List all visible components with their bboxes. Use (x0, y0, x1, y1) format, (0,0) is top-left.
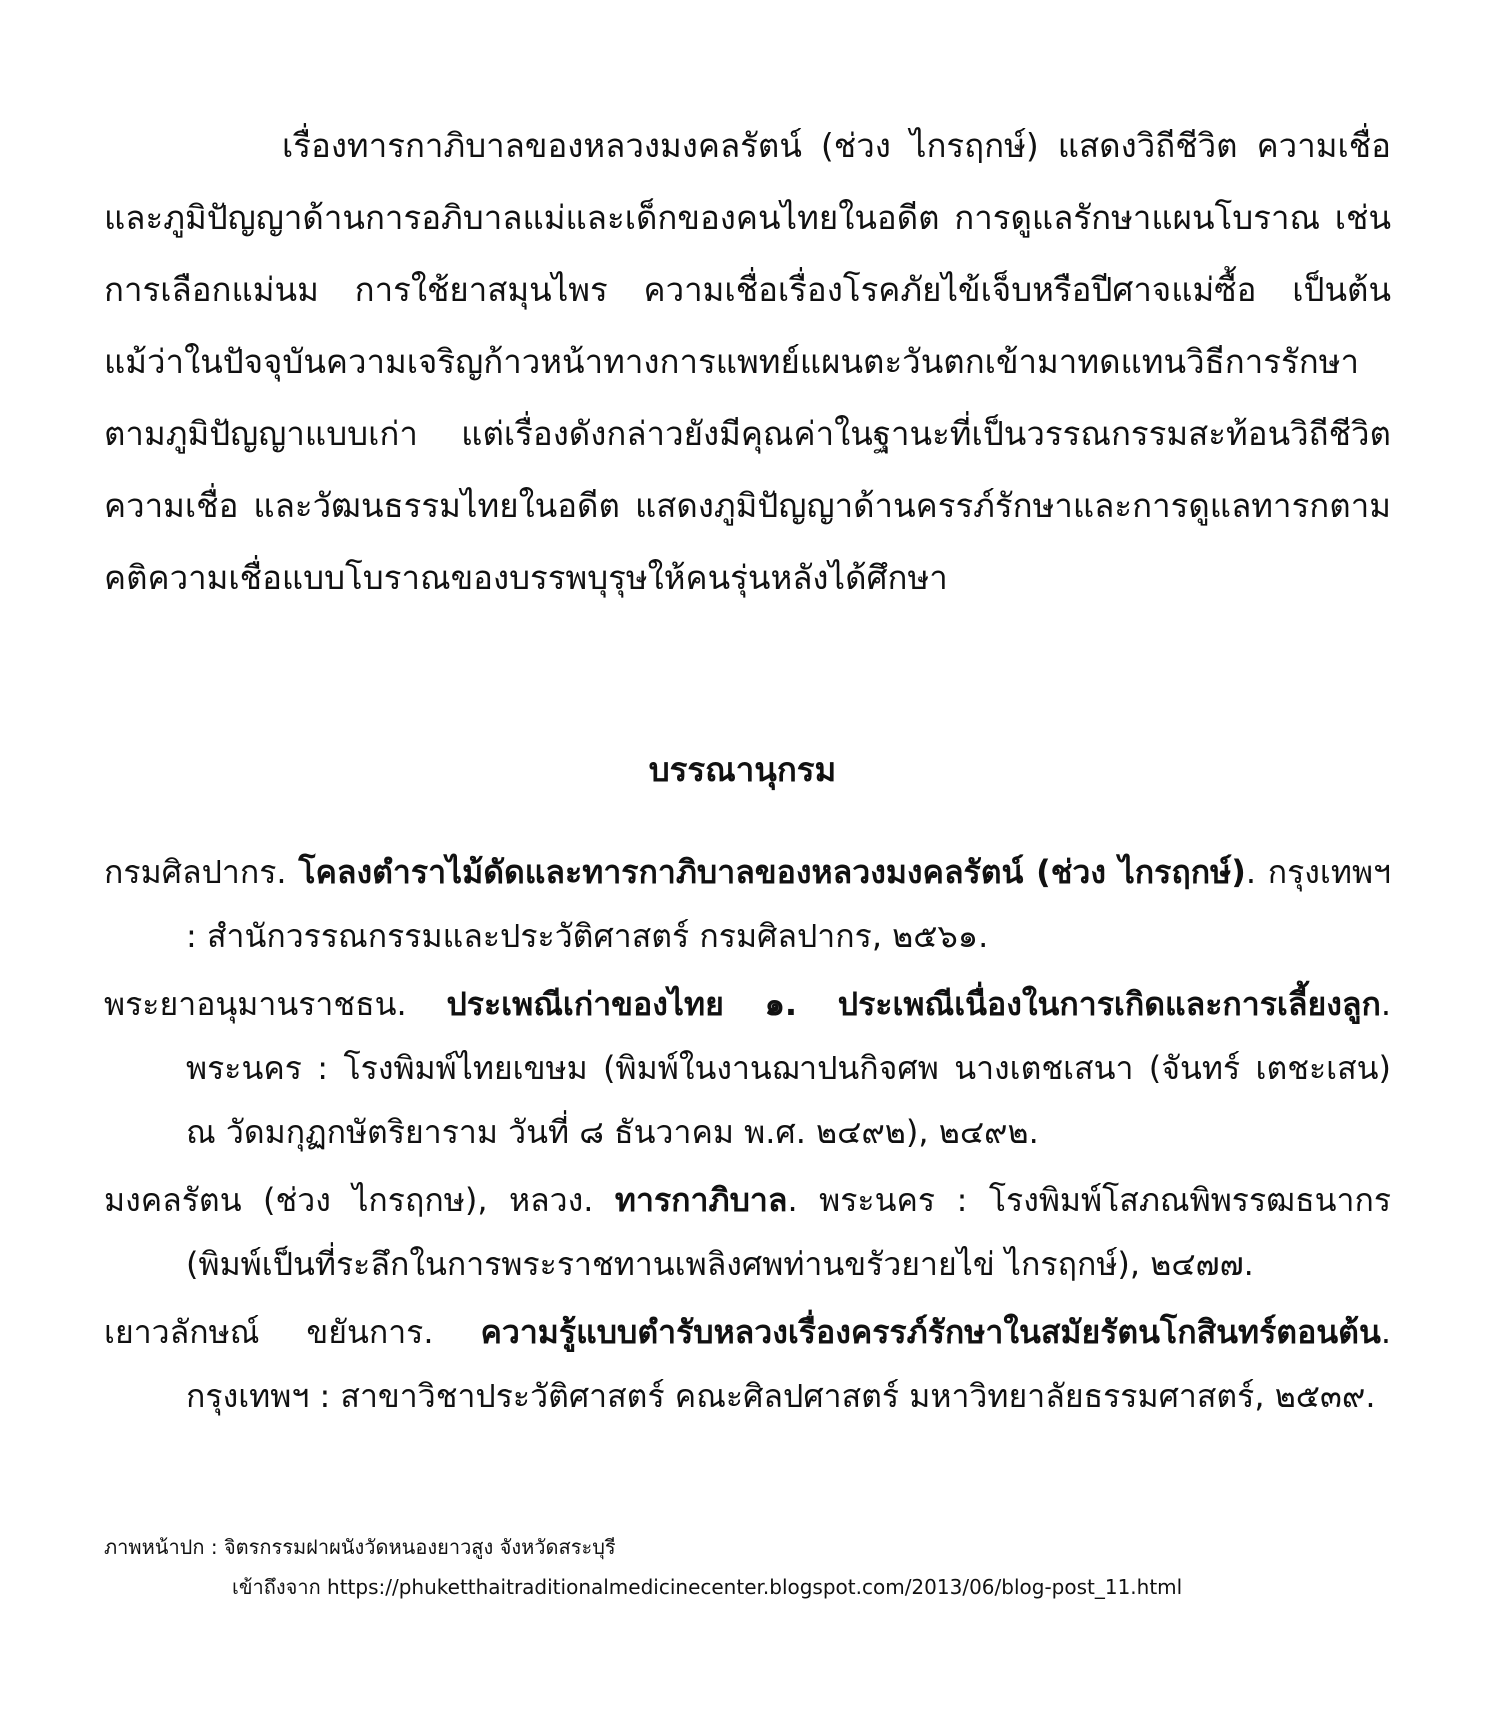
bibliography-list (104, 840, 1391, 1432)
body-paragraph: เรื่องทารกาภิบาลของหลวงมงคลรัตน์ (ช่วง ไกรฤกษ์) แสดงวิถีชีวิต ความเชื่อและภูมิปัญญาด้านการอภิบาลแม่และเด็กของคนไทยในอดีต การดูแลรักษาแผนโบราณ เช่น การเลือกแม่นม การใช้ยาสมุนไพร ความเชื่อเรื่องโรคภัยไข้เจ็บหรือปีศาจแม่ซื้อ เป็นต้น แม้ว่าในปัจจุบันความเจริญก้าวหน้าทางการแพทย์แผนตะวันตกเข้ามาทดแทนวิธีการรักษาตามภูมิปัญญาแบบเก่า แต่เรื่องดังกล่าวยังมีคุณค่าในฐานะที่เป็นวรรณกรรมสะท้อนวิถีชีวิต ความเชื่อ และวัฒนธรรมไทยในอดีต แสดงภูมิปัญญาด้านครรภ์รักษาและการดูแลทารกตามคติความเชื่อแบบโบราณของบรรพบุรุษให้คนรุ่นหลังได้ศึกษา (104, 126, 1391, 597)
entry-title: ทารกาภิบาล (614, 1181, 788, 1219)
entry-author: กรมศิลปากร. (104, 853, 287, 891)
bibliography-entry (104, 972, 1391, 1164)
cover-image-source: เข้าถึงจาก https://phuketthaitraditionalmedicinecenter.blogspot.com/2013/06/blog-post_11.html (232, 1575, 1183, 1599)
bibliography-entry (104, 1300, 1391, 1428)
cover-image-credit: ภาพหน้าปก : จิตรกรรมฝาผนังวัดหนองยาวสูง จังหวัดสระบุรี (104, 1535, 616, 1559)
bibliography-entry (104, 840, 1391, 968)
entry-title: ความรู้แบบตำรับหลวงเรื่องครรภ์รักษาในสมัยรัตนโกสินทร์ตอนต้น (480, 1313, 1381, 1351)
bibliography-heading: บรรณานุกรม (648, 750, 837, 789)
entry-author: มงคลรัตน (ช่วง ไกรฤกษ), หลวง. (104, 1181, 594, 1219)
entry-author: พระยาอนุมานราชธน. (104, 985, 407, 1023)
entry-publication: . กรุงเทพฯ : สำนักวรรณกรรมและประวัติศาสตร์ กรมศิลปากร, ๒๕๖๑. (186, 853, 1391, 955)
entry-publication: . พระนคร : โรงพิมพ์โสภณพิพรรฒธนากร (พิมพ์เป็นที่ระลึกในการพระราชทานเพลิงศพท่านขรัวยายไข่ ไกรฤกษ์), ๒๔๗๗. (186, 1181, 1392, 1283)
entry-title: โคลงตำราไม้ดัดและทารกาภิบาลของหลวงมงคลรัตน์ (ช่วง ไกรฤกษ์) (298, 853, 1246, 891)
entry-author: เยาวลักษณ์ ขยันการ. (104, 1313, 434, 1351)
entry-publication: . กรุงเทพฯ : สาขาวิชาประวัติศาสตร์ คณะศิลปศาสตร์ มหาวิทยาลัยธรรมศาสตร์, ๒๕๓๙. (186, 1313, 1391, 1415)
entry-publication: . พระนคร : โรงพิมพ์ไทยเขษม (พิมพ์ในงานฌาปนกิจศพ นางเตชเสนา (จันทร์ เตชะเสน) ณ วัดมกุฏกษัตริยาราม วันที่ ๘ ธันวาคม พ.ศ. ๒๔๙๒), ๒๔๙๒. (186, 985, 1392, 1151)
bibliography-entry (104, 1168, 1391, 1296)
entry-title: ประเพณีเก่าของไทย ๑. ประเพณีเนื่องในการเกิดและการเลี้ยงลูก (446, 985, 1381, 1023)
